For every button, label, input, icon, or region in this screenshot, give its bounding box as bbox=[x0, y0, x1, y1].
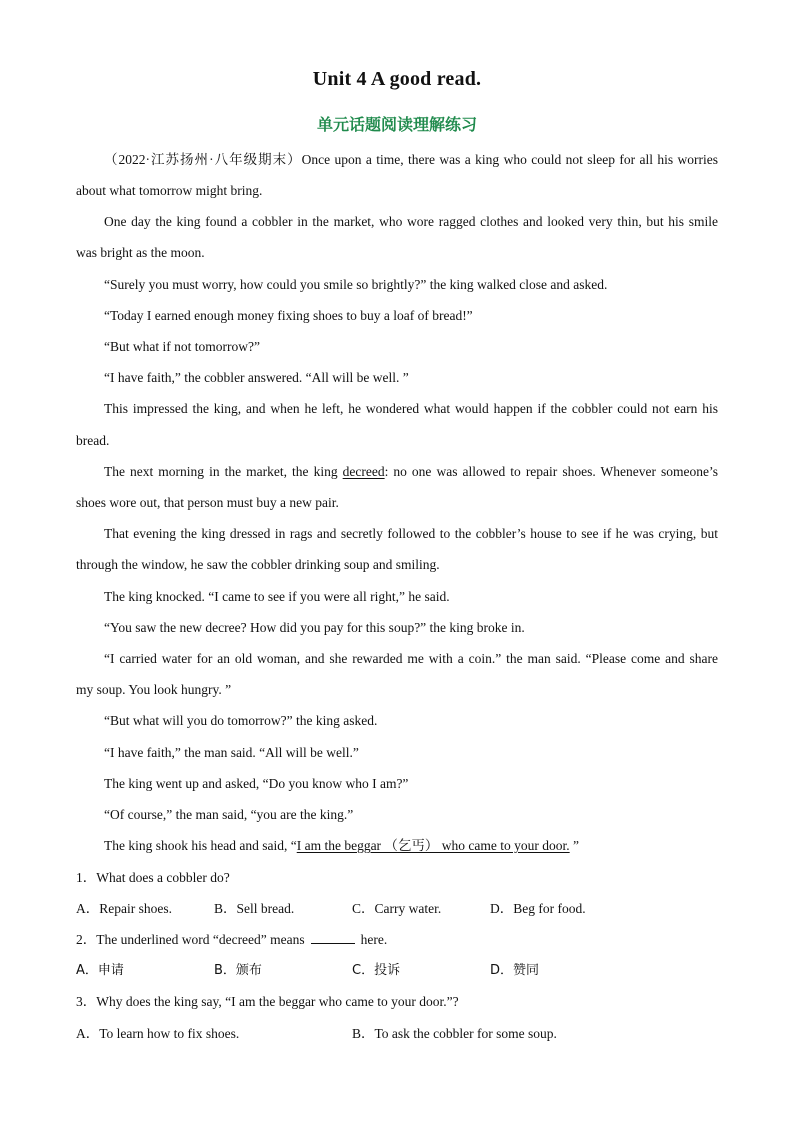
paragraph-line: “But what if not tomorrow?” bbox=[104, 339, 260, 354]
paragraph-line: shoes wore out, that person must buy a new pair. bbox=[76, 495, 339, 510]
answer-option: A．To learn how to fix shoes. bbox=[76, 1026, 240, 1041]
question-stem bbox=[76, 930, 718, 950]
text-span: The king shook his head and said, “ bbox=[104, 838, 297, 853]
text-span: 2．The underlined word “decreed” means bbox=[76, 932, 305, 947]
text-span: here. bbox=[360, 932, 388, 947]
text-span: : no one was allowed to repair shoes. Whenever someone’s bbox=[384, 464, 718, 479]
paragraph-line: “I have faith,” the cobbler answered. “All will be well. ” bbox=[104, 370, 409, 385]
paragraph-line: “You saw the new decree? How did you pay for this soup?” the king broke in. bbox=[104, 620, 525, 635]
underlined-sentence: I am the beggar （乞丐） who came to your door. bbox=[296, 838, 570, 853]
paragraph-line: “I have faith,” the man said. “All will be well.” bbox=[104, 745, 359, 760]
paragraph-line: One day the king found a cobbler in the market, who wore ragged clothes and looked very thin, but his smile bbox=[104, 214, 718, 229]
answer-blank bbox=[311, 931, 355, 944]
paragraph-line: “I carried water for an old woman, and she rewarded me with a coin.” the man said. “Please come and share bbox=[104, 651, 718, 666]
text-span: ” bbox=[569, 838, 580, 853]
answer-option: C．Carry water. bbox=[352, 901, 442, 916]
answer-option: B．颁布 bbox=[214, 963, 262, 978]
answer-option: D．Beg for food. bbox=[490, 901, 586, 916]
paragraph-line: bread. bbox=[76, 433, 110, 448]
page-subtitle: 单元话题阅读理解练习 bbox=[316, 115, 477, 134]
paragraph-line: “Surely you must worry, how could you smile so brightly?” the king walked close and asked. bbox=[104, 277, 608, 292]
page-title: Unit 4 A good read. bbox=[312, 68, 482, 90]
paragraph-line: was bright as the moon. bbox=[76, 245, 205, 260]
paragraph-line: This impressed the king, and when he left, he wondered what would happen if the cobbler could not earn his bbox=[104, 401, 718, 416]
answer-option: A．Repair shoes. bbox=[76, 901, 172, 916]
question-stem: 1．What does a cobbler do? bbox=[76, 870, 230, 885]
paragraph-line: “But what will you do tomorrow?” the king asked. bbox=[104, 713, 378, 728]
underlined-word: decreed bbox=[342, 464, 385, 479]
answer-option: B．Sell bread. bbox=[214, 901, 295, 916]
paragraph-line: “Today I earned enough money fixing shoes to buy a loaf of bread!” bbox=[104, 308, 473, 323]
answer-option: B．To ask the cobbler for some soup. bbox=[352, 1026, 557, 1041]
paragraph-line: That evening the king dressed in rags and secretly followed to the cobbler’s house to see if he was crying, but bbox=[104, 526, 718, 541]
answer-option: C．投诉 bbox=[352, 963, 401, 978]
answer-option: D．赞同 bbox=[490, 963, 540, 978]
paragraph-line: through the window, he saw the cobbler drinking soup and smiling. bbox=[76, 557, 440, 572]
question-stem: 3．Why does the king say, “I am the beggar who came to your door.”? bbox=[76, 994, 459, 1009]
paragraph-line bbox=[104, 462, 718, 482]
paragraph-line: my soup. You look hungry. ” bbox=[76, 682, 232, 697]
answer-option: A．申请 bbox=[76, 963, 124, 978]
text-span: The next morning in the market, the king bbox=[104, 464, 343, 479]
paragraph-line: （2022·江苏扬州·八年级期末）Once upon a time, there was a king who could not sleep for all his worries bbox=[104, 152, 718, 167]
paragraph-line: The king knocked. “I came to see if you were all right,” he said. bbox=[104, 589, 450, 604]
paragraph-line: about what tomorrow might bring. bbox=[76, 183, 263, 198]
paragraph-line: “Of course,” the man said, “you are the king.” bbox=[104, 807, 354, 822]
paragraph-line: The king went up and asked, “Do you know who I am?” bbox=[104, 776, 409, 791]
paragraph-line bbox=[104, 836, 718, 856]
